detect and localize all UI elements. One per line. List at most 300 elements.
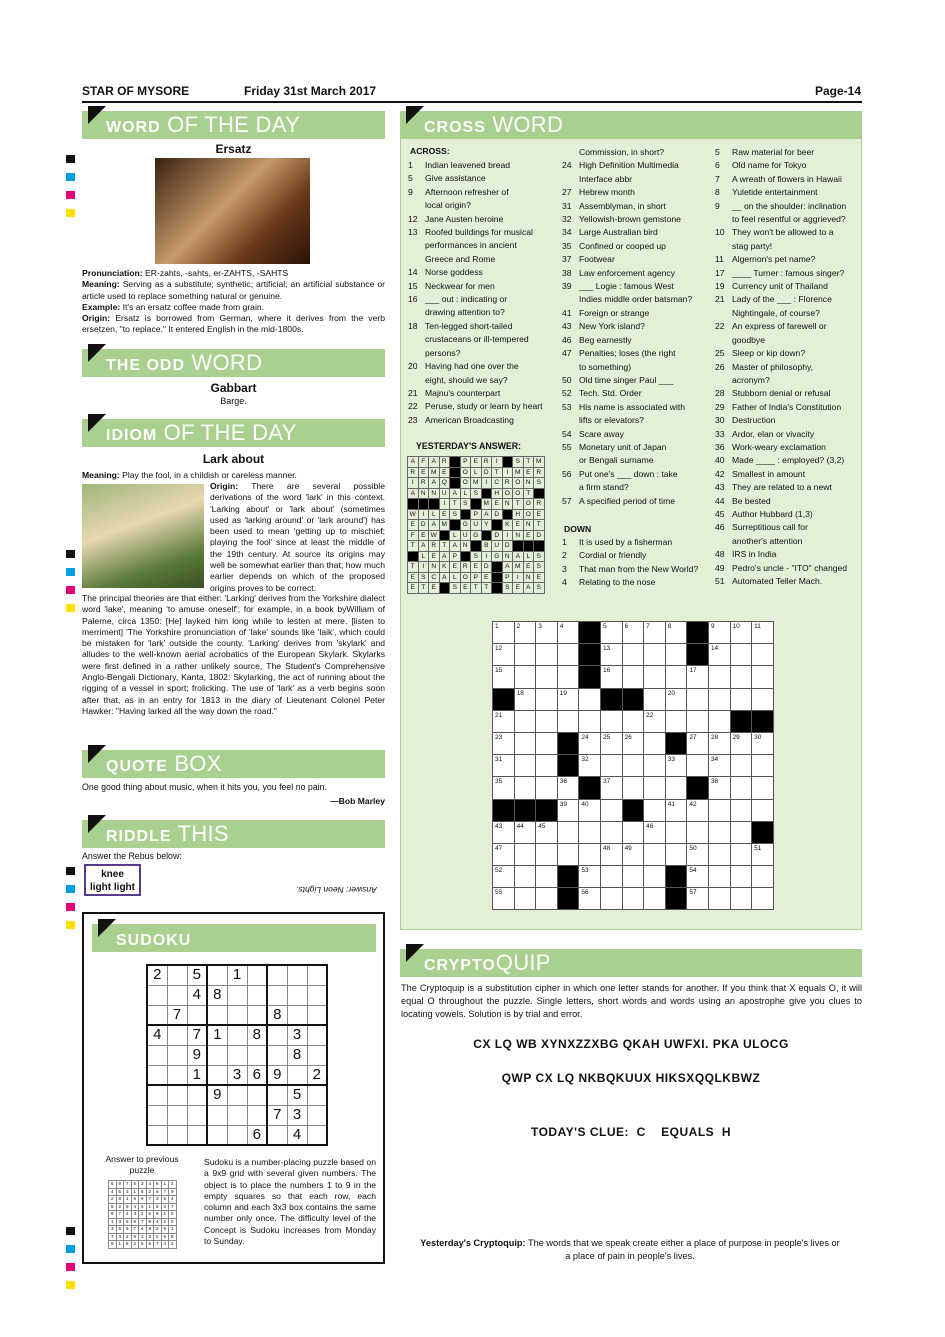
- crossword-cell[interactable]: [622, 888, 644, 910]
- crossword-cell[interactable]: 50: [687, 843, 709, 865]
- sudoku-cell[interactable]: 8: [287, 1045, 307, 1065]
- sudoku-cell[interactable]: [247, 1045, 267, 1065]
- crossword-cell[interactable]: [514, 888, 536, 910]
- sudoku-cell[interactable]: [207, 1005, 227, 1025]
- crossword-cell[interactable]: [644, 755, 666, 777]
- clue-number: 22: [715, 321, 725, 332]
- crossword-cell[interactable]: [600, 866, 622, 888]
- crossword-cell[interactable]: [752, 710, 774, 732]
- crossword-cell[interactable]: [579, 688, 601, 710]
- sudoku-cell[interactable]: [187, 1085, 207, 1105]
- sudoku-cell[interactable]: [147, 1045, 167, 1065]
- sudoku-cell[interactable]: 6: [247, 1125, 267, 1145]
- sudoku-cell[interactable]: 8: [207, 985, 227, 1005]
- crossword-cell[interactable]: 5: [600, 622, 622, 644]
- sudoku-cell[interactable]: [307, 965, 327, 985]
- crossword-cell[interactable]: [536, 755, 558, 777]
- crossword-cell[interactable]: 49: [622, 843, 644, 865]
- answer-cell: O: [460, 467, 471, 478]
- crossword-cell[interactable]: [730, 777, 752, 799]
- sudoku-answer-cell: 2: [124, 1233, 132, 1241]
- sudoku-cell[interactable]: 9: [207, 1085, 227, 1105]
- crossword-cell[interactable]: [730, 644, 752, 666]
- sudoku-cell[interactable]: 1: [187, 1065, 207, 1085]
- crossword-cell[interactable]: 8: [665, 622, 687, 644]
- sudoku-cell[interactable]: [147, 1085, 167, 1105]
- crossword-cell[interactable]: 42: [687, 799, 709, 821]
- sudoku-answer-cell: 2: [131, 1241, 139, 1249]
- crossword-cell[interactable]: [579, 710, 601, 732]
- sudoku-cell[interactable]: [167, 1065, 187, 1085]
- crossword-cell[interactable]: [514, 843, 536, 865]
- crossword-cell[interactable]: [665, 732, 687, 754]
- crossword-cell[interactable]: [557, 888, 579, 910]
- crossword-cell[interactable]: [622, 688, 644, 710]
- crossword-cell[interactable]: [622, 777, 644, 799]
- crossword-cell[interactable]: 4: [557, 622, 579, 644]
- crossword-cell[interactable]: [687, 777, 709, 799]
- crossword-cell[interactable]: 44: [514, 821, 536, 843]
- crossword-cell[interactable]: 53: [579, 866, 601, 888]
- crossword-cell[interactable]: [557, 710, 579, 732]
- sudoku-cell[interactable]: 3: [287, 1025, 307, 1045]
- registration-marks: [66, 545, 75, 617]
- sudoku-cell[interactable]: 3: [227, 1065, 247, 1085]
- crossword-cell[interactable]: 43: [493, 821, 515, 843]
- crossword-cell[interactable]: 48: [600, 843, 622, 865]
- registration-marks: [66, 150, 75, 222]
- crossword-cell[interactable]: [557, 644, 579, 666]
- sudoku-cell[interactable]: 5: [287, 1085, 307, 1105]
- clue-text: lifts or elevators?: [579, 415, 644, 426]
- crossword-cell[interactable]: [687, 755, 709, 777]
- sudoku-cell[interactable]: [247, 1105, 267, 1125]
- sudoku-cell[interactable]: [247, 1085, 267, 1105]
- sudoku-cell[interactable]: [307, 1025, 327, 1045]
- sudoku-cell[interactable]: 5: [187, 965, 207, 985]
- sudoku-cell[interactable]: 8: [267, 1005, 287, 1025]
- crossword-cell[interactable]: 18: [514, 688, 536, 710]
- crossword-cell[interactable]: 28: [708, 732, 730, 754]
- crossword-cell[interactable]: 33: [665, 755, 687, 777]
- crossword-cell[interactable]: 20: [665, 688, 687, 710]
- crossword-cell[interactable]: [622, 799, 644, 821]
- sudoku-cell[interactable]: [227, 1005, 247, 1025]
- sudoku-answer-cell: 3: [116, 1218, 124, 1226]
- crossword-cell[interactable]: [665, 888, 687, 910]
- crossword-cell[interactable]: [536, 777, 558, 799]
- sudoku-cell[interactable]: 1: [227, 965, 247, 985]
- sudoku-cell[interactable]: [167, 1125, 187, 1145]
- crossword-cell[interactable]: [493, 688, 515, 710]
- sudoku-cell[interactable]: [307, 1125, 327, 1145]
- crossword-cell[interactable]: 7: [644, 622, 666, 644]
- crossword-cell[interactable]: [644, 888, 666, 910]
- sudoku-cell[interactable]: [207, 1065, 227, 1085]
- crossword-cell[interactable]: [644, 644, 666, 666]
- clue-number: 14: [408, 267, 418, 278]
- crossword-cell[interactable]: [752, 666, 774, 688]
- crossword-cell[interactable]: [600, 888, 622, 910]
- crossword-cell[interactable]: 51: [752, 843, 774, 865]
- sudoku-cell[interactable]: [207, 1125, 227, 1145]
- answer-cell: I: [439, 499, 450, 510]
- sudoku-cell[interactable]: [247, 985, 267, 1005]
- crossword-cell[interactable]: [665, 710, 687, 732]
- crossword-cell[interactable]: [536, 710, 558, 732]
- crossword-cell[interactable]: 38: [708, 777, 730, 799]
- crossword-cell[interactable]: 16: [600, 666, 622, 688]
- sudoku-cell[interactable]: [227, 1045, 247, 1065]
- crossword-cell[interactable]: 22: [644, 710, 666, 732]
- crossword-cell[interactable]: 55: [493, 888, 515, 910]
- crossword-cell[interactable]: [708, 666, 730, 688]
- crossword-cell[interactable]: [600, 755, 622, 777]
- crossword-cell[interactable]: [708, 799, 730, 821]
- sudoku-cell[interactable]: 2: [147, 965, 167, 985]
- answer-cell: E: [439, 467, 450, 478]
- crossword-cell[interactable]: 30: [752, 732, 774, 754]
- crossword-cell[interactable]: [536, 799, 558, 821]
- crossword-cell[interactable]: [600, 821, 622, 843]
- answer-cell: E: [492, 499, 503, 510]
- crossword-cell[interactable]: 2: [514, 622, 536, 644]
- clue-row: [715, 454, 860, 467]
- crossword-cell[interactable]: [687, 644, 709, 666]
- sudoku-cell[interactable]: [267, 1025, 287, 1045]
- crossword-cell[interactable]: [622, 755, 644, 777]
- crossword-cell[interactable]: [730, 888, 752, 910]
- crossword-cell[interactable]: [730, 710, 752, 732]
- crossword-cell[interactable]: [708, 888, 730, 910]
- crossword-cell[interactable]: [644, 777, 666, 799]
- sudoku-answer-cell: 3: [146, 1233, 154, 1241]
- crossword-cell[interactable]: [514, 777, 536, 799]
- crossword-cell[interactable]: 54: [687, 866, 709, 888]
- crossword-cell[interactable]: 19: [557, 688, 579, 710]
- crossword-cell[interactable]: [600, 710, 622, 732]
- crossword-cell[interactable]: [579, 644, 601, 666]
- across-label: ACROSS:: [410, 146, 450, 156]
- crossword-cell[interactable]: [687, 821, 709, 843]
- crossword-cell[interactable]: [514, 710, 536, 732]
- sudoku-cell[interactable]: [307, 985, 327, 1005]
- crossword-cell[interactable]: [730, 666, 752, 688]
- sudoku-cell[interactable]: [267, 1085, 287, 1105]
- crossword-cell[interactable]: [644, 799, 666, 821]
- sudoku-cell[interactable]: [207, 965, 227, 985]
- crossword-cell[interactable]: [752, 777, 774, 799]
- crossword-cell[interactable]: 45: [536, 821, 558, 843]
- answer-cell: O: [460, 572, 471, 583]
- crossword-cell[interactable]: [644, 843, 666, 865]
- crossword-cell[interactable]: [514, 866, 536, 888]
- sudoku-cell[interactable]: 6: [247, 1065, 267, 1085]
- crossword-cell[interactable]: [536, 866, 558, 888]
- sudoku-cell[interactable]: [287, 965, 307, 985]
- sudoku-cell[interactable]: [147, 1065, 167, 1085]
- crossword-cell[interactable]: 41: [665, 799, 687, 821]
- answer-cell: [502, 509, 513, 520]
- sudoku-cell[interactable]: [227, 1085, 247, 1105]
- crossword-cell[interactable]: [730, 866, 752, 888]
- sudoku-cell[interactable]: [147, 1125, 167, 1145]
- crossword-cell[interactable]: 34: [708, 755, 730, 777]
- sudoku-cell[interactable]: 7: [187, 1025, 207, 1045]
- crossword-cell[interactable]: [622, 821, 644, 843]
- crossword-cell[interactable]: 9: [708, 622, 730, 644]
- crossword-cell[interactable]: 47: [493, 843, 515, 865]
- sudoku-cell[interactable]: 7: [267, 1105, 287, 1125]
- ersatz-photo: [155, 158, 310, 264]
- clue-number: 2: [562, 550, 567, 561]
- clue-text: Law enforcement agency: [579, 267, 676, 278]
- answer-cell: I: [418, 509, 429, 520]
- sudoku-cell[interactable]: [267, 985, 287, 1005]
- crossword-cell[interactable]: [752, 888, 774, 910]
- sudoku-cell[interactable]: 4: [287, 1125, 307, 1145]
- sudoku-cell[interactable]: [187, 1105, 207, 1125]
- crossword-cell[interactable]: [687, 622, 709, 644]
- crossword-cell[interactable]: 6: [622, 622, 644, 644]
- sudoku-cell[interactable]: [287, 1065, 307, 1085]
- crossword-cell[interactable]: 40: [579, 799, 601, 821]
- sudoku-cell[interactable]: 4: [147, 1025, 167, 1045]
- crossword-cell[interactable]: [708, 821, 730, 843]
- sudoku-cell[interactable]: 8: [247, 1025, 267, 1045]
- crossword-cell[interactable]: [730, 821, 752, 843]
- crossword-cell[interactable]: 13: [600, 644, 622, 666]
- sudoku-cell[interactable]: [207, 1045, 227, 1065]
- answer-cell: [439, 530, 450, 541]
- crossword-cell[interactable]: [557, 866, 579, 888]
- crossword-cell[interactable]: [752, 821, 774, 843]
- crossword-cell[interactable]: [730, 799, 752, 821]
- crossword-cell[interactable]: 27: [687, 732, 709, 754]
- sudoku-cell[interactable]: 4: [187, 985, 207, 1005]
- crossword-cell[interactable]: 14: [708, 644, 730, 666]
- sudoku-cell[interactable]: [307, 1005, 327, 1025]
- crossword-cell[interactable]: 11: [752, 622, 774, 644]
- clue-text: Made ____ : employed? (3,2): [732, 455, 845, 466]
- crossword-cell[interactable]: 35: [493, 777, 515, 799]
- sudoku-cell[interactable]: 9: [187, 1045, 207, 1065]
- sudoku-cell[interactable]: 9: [267, 1065, 287, 1085]
- riddle-prompt: Answer the Rebus below:: [82, 851, 182, 861]
- sudoku-cell[interactable]: [267, 1045, 287, 1065]
- crossword-cell[interactable]: 10: [730, 622, 752, 644]
- clue-row: [562, 387, 712, 400]
- sudoku-cell[interactable]: [147, 1105, 167, 1125]
- sudoku-cell[interactable]: [307, 1085, 327, 1105]
- sudoku-cell[interactable]: 1: [207, 1025, 227, 1045]
- crossword-cell[interactable]: [600, 688, 622, 710]
- crossword-cell[interactable]: [514, 755, 536, 777]
- crossword-cell[interactable]: [622, 666, 644, 688]
- answer-cell: G: [460, 520, 471, 531]
- crossword-cell[interactable]: [622, 710, 644, 732]
- crossword-cell[interactable]: [687, 710, 709, 732]
- crossword-cell[interactable]: [579, 843, 601, 865]
- sudoku-cell[interactable]: [267, 1125, 287, 1145]
- crossword-cell[interactable]: [557, 755, 579, 777]
- crossword-cell[interactable]: [622, 866, 644, 888]
- crossword-cell[interactable]: [665, 777, 687, 799]
- crossword-cell[interactable]: [665, 644, 687, 666]
- crossword-cell[interactable]: [730, 755, 752, 777]
- sudoku-cell[interactable]: 3: [287, 1105, 307, 1125]
- crossword-cell[interactable]: 17: [687, 666, 709, 688]
- clue-text: performances in ancient: [425, 240, 517, 251]
- answer-cell: I: [502, 467, 513, 478]
- sudoku-cell[interactable]: [167, 985, 187, 1005]
- answer-cell: E: [418, 530, 429, 541]
- crossword-cell[interactable]: [579, 777, 601, 799]
- crossword-cell[interactable]: [600, 799, 622, 821]
- crossword-cell[interactable]: [557, 821, 579, 843]
- crossword-cell[interactable]: [557, 666, 579, 688]
- crossword-cell[interactable]: [514, 732, 536, 754]
- crossword-cell[interactable]: [665, 866, 687, 888]
- crossword-cell[interactable]: 21: [493, 710, 515, 732]
- sudoku-cell[interactable]: [287, 1005, 307, 1025]
- crossword-cell[interactable]: 24: [579, 732, 601, 754]
- sudoku-answer-cell: 5: [154, 1233, 162, 1241]
- crossword-cell[interactable]: 32: [579, 755, 601, 777]
- crossword-cell[interactable]: [752, 755, 774, 777]
- sudoku-cell[interactable]: [267, 965, 287, 985]
- crossword-cell[interactable]: 23: [493, 732, 515, 754]
- crossword-cell[interactable]: 25: [600, 732, 622, 754]
- sudoku-cell[interactable]: [307, 1105, 327, 1125]
- crossword-cell[interactable]: [536, 688, 558, 710]
- sudoku-cell[interactable]: [167, 1025, 187, 1045]
- sudoku-cell[interactable]: [187, 1005, 207, 1025]
- crossword-cell[interactable]: [514, 799, 536, 821]
- sudoku-answer-cell: 9: [109, 1241, 117, 1249]
- crossword-cell[interactable]: [730, 843, 752, 865]
- sudoku-cell[interactable]: [227, 1025, 247, 1045]
- crossword-cell[interactable]: [752, 688, 774, 710]
- crossword-cell[interactable]: [514, 666, 536, 688]
- crossword-cell[interactable]: [579, 622, 601, 644]
- answer-cell: [523, 541, 534, 552]
- crossword-cell[interactable]: [708, 843, 730, 865]
- crossword-cell[interactable]: [752, 799, 774, 821]
- clue-number: 25: [715, 348, 725, 359]
- sudoku-cell[interactable]: [227, 985, 247, 1005]
- down-label: DOWN: [564, 524, 592, 534]
- crossword-cell[interactable]: [730, 688, 752, 710]
- sudoku-cell[interactable]: [167, 1105, 187, 1125]
- sudoku-cell[interactable]: 2: [307, 1065, 327, 1085]
- sudoku-cell[interactable]: [307, 1045, 327, 1065]
- clue-row: [408, 186, 558, 199]
- sudoku-cell[interactable]: [227, 1105, 247, 1125]
- clue-number: 17: [715, 267, 725, 278]
- crossword-cell[interactable]: [557, 732, 579, 754]
- crossword-cell[interactable]: [644, 866, 666, 888]
- crossword-cell[interactable]: [665, 843, 687, 865]
- sudoku-cell[interactable]: [247, 1005, 267, 1025]
- crossword-cell[interactable]: 1: [493, 622, 515, 644]
- clue-row: [562, 374, 712, 387]
- crossword-cell[interactable]: [665, 666, 687, 688]
- crossword-cell[interactable]: 36: [557, 777, 579, 799]
- crossword-cell[interactable]: [644, 732, 666, 754]
- crossword-cell[interactable]: 57: [687, 888, 709, 910]
- crossword-cell[interactable]: 37: [600, 777, 622, 799]
- crossword-cell[interactable]: 3: [536, 622, 558, 644]
- clue-row: [408, 293, 558, 306]
- crossword-cell[interactable]: 56: [579, 888, 601, 910]
- crossword-cell[interactable]: [536, 732, 558, 754]
- sudoku-answer-cell: 6: [109, 1181, 117, 1189]
- crossword-cell[interactable]: 46: [644, 821, 666, 843]
- crossword-cell[interactable]: [708, 866, 730, 888]
- crossword-cell[interactable]: [557, 843, 579, 865]
- crossword-cell[interactable]: 31: [493, 755, 515, 777]
- sudoku-cell[interactable]: [147, 985, 167, 1005]
- sudoku-cell[interactable]: [167, 965, 187, 985]
- crossword-cell[interactable]: [536, 666, 558, 688]
- crossword-cell[interactable]: [687, 688, 709, 710]
- sudoku-cell[interactable]: 7: [167, 1005, 187, 1025]
- clue-row: [408, 400, 558, 413]
- crossword-cell[interactable]: 12: [493, 644, 515, 666]
- crossword-cell[interactable]: 29: [730, 732, 752, 754]
- sudoku-cell[interactable]: [227, 1125, 247, 1145]
- crossword-cell[interactable]: 15: [493, 666, 515, 688]
- crossword-cell[interactable]: [665, 821, 687, 843]
- clue-row: [408, 414, 558, 427]
- sudoku-cell[interactable]: [207, 1105, 227, 1125]
- sudoku-cell[interactable]: [187, 1125, 207, 1145]
- sudoku-cell[interactable]: [167, 1045, 187, 1065]
- crossword-cell[interactable]: 39: [557, 799, 579, 821]
- crossword-cell[interactable]: [644, 666, 666, 688]
- answer-cell: W: [429, 530, 440, 541]
- crossword-cell[interactable]: [536, 843, 558, 865]
- crossword-cell[interactable]: [579, 821, 601, 843]
- crossword-cell[interactable]: [708, 710, 730, 732]
- sudoku-answer-cell: 2: [161, 1218, 169, 1226]
- crossword-cell[interactable]: [622, 644, 644, 666]
- crossword-cell[interactable]: [644, 688, 666, 710]
- answer-cell: D: [481, 467, 492, 478]
- answer-cell: I: [408, 478, 419, 489]
- sudoku-answer-cell: 4: [154, 1218, 162, 1226]
- sudoku-cell[interactable]: [147, 1005, 167, 1025]
- crossword-cell[interactable]: [752, 866, 774, 888]
- crossword-cell[interactable]: [579, 666, 601, 688]
- crossword-cell[interactable]: [752, 644, 774, 666]
- sudoku-cell[interactable]: [287, 985, 307, 1005]
- crossword-cell[interactable]: [536, 644, 558, 666]
- clue-row: [562, 347, 712, 360]
- sudoku-cell[interactable]: [247, 965, 267, 985]
- sudoku-cell[interactable]: [167, 1085, 187, 1105]
- crossword-cell[interactable]: [708, 688, 730, 710]
- clue-row: [715, 200, 860, 213]
- sudoku-answer-cell: 9: [146, 1218, 154, 1226]
- crossword-cell[interactable]: [493, 799, 515, 821]
- crossword-cell[interactable]: 52: [493, 866, 515, 888]
- crossword-cell[interactable]: [514, 644, 536, 666]
- crossword-cell[interactable]: [536, 888, 558, 910]
- clue-text: High Definition Multimedia: [579, 160, 679, 171]
- crossword-cell[interactable]: 26: [622, 732, 644, 754]
